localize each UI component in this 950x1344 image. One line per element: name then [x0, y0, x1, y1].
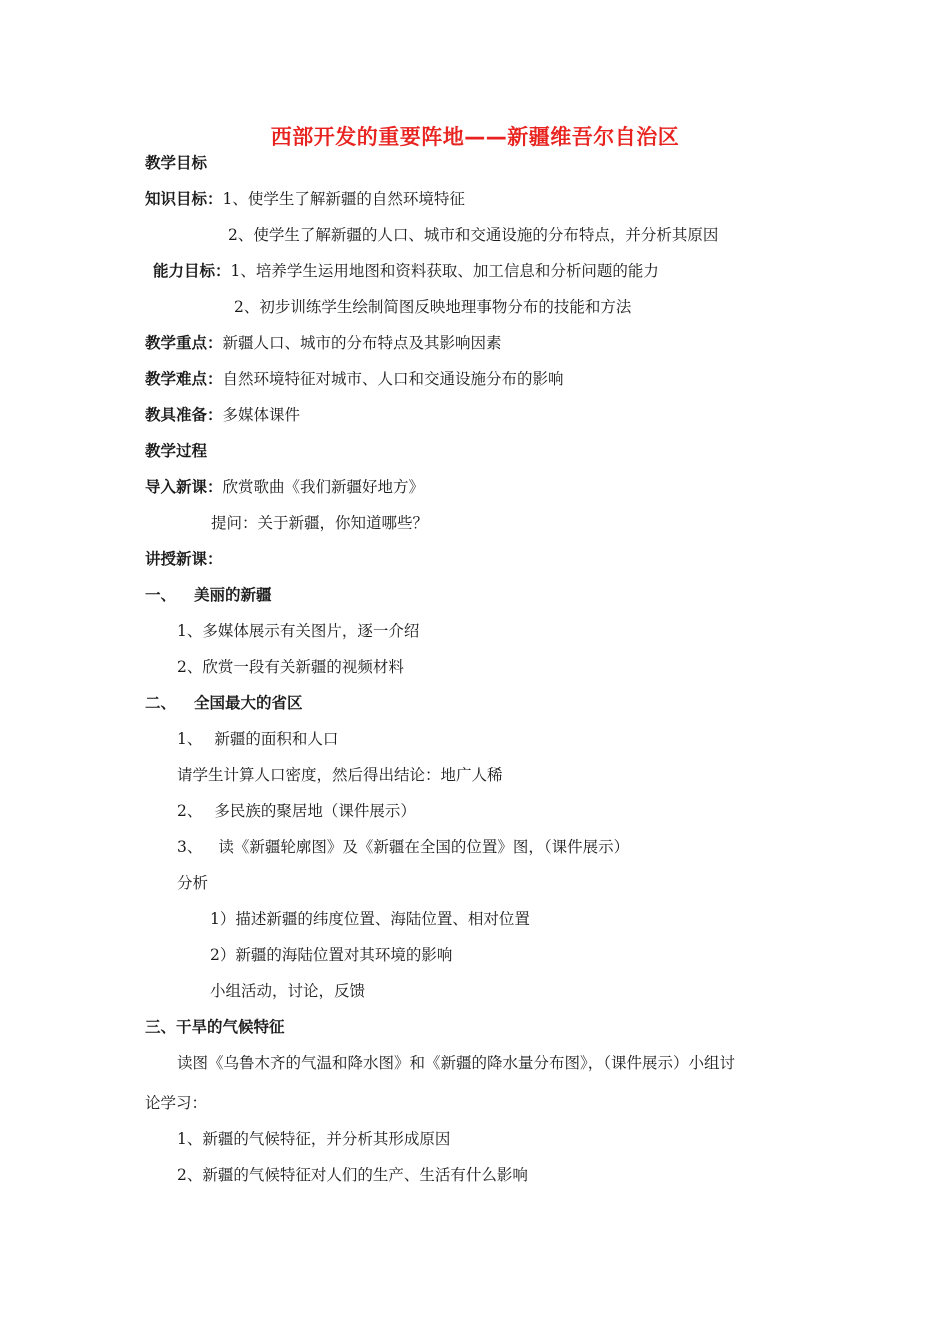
key-point-label: 教学重点：: [145, 334, 223, 352]
knowledge-objective-item-1: 1、使学生了解新疆的自然环境特征: [222, 190, 465, 208]
key-point-row: [145, 332, 502, 354]
objectives-heading: 教学目标: [145, 154, 208, 172]
section-2-item-3-text: 读《新疆轮廓图》及《新疆在全国的位置》图，（课件展示）: [218, 838, 630, 856]
ability-objective-item-1: 1、培养学生运用地图和资料获取、加工信息和分析问题的能力: [230, 262, 659, 280]
section-3-item-1: 1、新疆的气候特征，并分析其形成原因: [177, 1130, 451, 1148]
document-title: 西部开发的重要阵地——新疆维吾尔自治区: [270, 125, 680, 149]
section-2-analysis-sub-2: 2）新疆的海陆位置对其环境的影响: [210, 946, 453, 964]
tools-label: 教具准备：: [145, 406, 223, 424]
tools-text: 多媒体课件: [222, 406, 301, 424]
section-3-item-2: 2、新疆的气候特征对人们的生产、生活有什么影响: [177, 1166, 528, 1184]
lecture-heading: 讲授新课：: [145, 550, 223, 568]
section-2-heading: [145, 692, 303, 714]
ability-objective-item-2: 2、初步训练学生绘制简图反映地理事物分布的技能和方法: [234, 298, 632, 316]
section-2-analysis-sub-1: 1）描述新疆的纬度位置、海陆位置、相对位置: [210, 910, 530, 928]
intro-row: [145, 476, 424, 498]
difficulty-text: 自然环境特征对城市、人口和交通设施分布的影响: [222, 370, 564, 388]
section-2-number: 二、: [145, 694, 177, 712]
section-1-title: 美丽的新疆: [194, 586, 272, 604]
intro-text: 欣赏歌曲《我们新疆好地方》: [222, 478, 425, 496]
process-heading: 教学过程: [145, 442, 208, 460]
section-2-item-3-row: [177, 836, 629, 858]
difficulty-label: 教学难点：: [145, 370, 223, 388]
difficulty-row: [145, 368, 564, 390]
knowledge-objective-label: 知识目标：: [145, 190, 223, 208]
section-2-item-3-number: 3、: [177, 838, 203, 856]
knowledge-objective-item-2: 2、使学生了解新疆的人口、城市和交通设施的分布特点，并分析其原因: [228, 226, 719, 244]
ability-objective-label: 能力目标：: [153, 262, 231, 280]
section-2-item-1-row: [177, 728, 338, 750]
intro-label: 导入新课：: [145, 478, 223, 496]
section-2-item-1-number: 1、: [177, 730, 203, 748]
section-2-item-2-text: 多民族的聚居地（课件展示）: [214, 802, 416, 820]
section-1-heading: [145, 584, 272, 606]
section-2-item-2-row: [177, 800, 416, 822]
section-2-item-2-number: 2、: [177, 802, 203, 820]
section-3-text-line-2: 论学习：: [145, 1094, 208, 1112]
tools-row: [145, 404, 300, 426]
key-point-text: 新疆人口、城市的分布特点及其影响因素: [222, 334, 502, 352]
section-1-item-1: 1、多媒体展示有关图片，逐一介绍: [177, 622, 420, 640]
section-2-item-1-text: 新疆的面积和人口: [214, 730, 339, 748]
section-3-heading: 三、干旱的气候特征: [145, 1018, 285, 1036]
section-2-analysis: 分析: [177, 874, 209, 892]
section-3-text-line-1: 读图《乌鲁木齐的气温和降水图》和《新疆的降水量分布图》，（课件展示）小组讨: [177, 1054, 736, 1072]
ability-objective-row: [153, 260, 659, 282]
knowledge-objective-row: [145, 188, 465, 210]
section-1-item-2: 2、欣赏一段有关新疆的视频材料: [177, 658, 404, 676]
section-1-number: 一、: [145, 586, 177, 604]
section-2-item-1-note: 请学生计算人口密度，然后得出结论：地广人稀: [177, 766, 503, 784]
section-2-activity: 小组活动，讨论，反馈: [210, 982, 366, 1000]
intro-question: 提问：关于新疆，你知道哪些？: [211, 514, 429, 532]
section-2-title: 全国最大的省区: [194, 694, 303, 712]
